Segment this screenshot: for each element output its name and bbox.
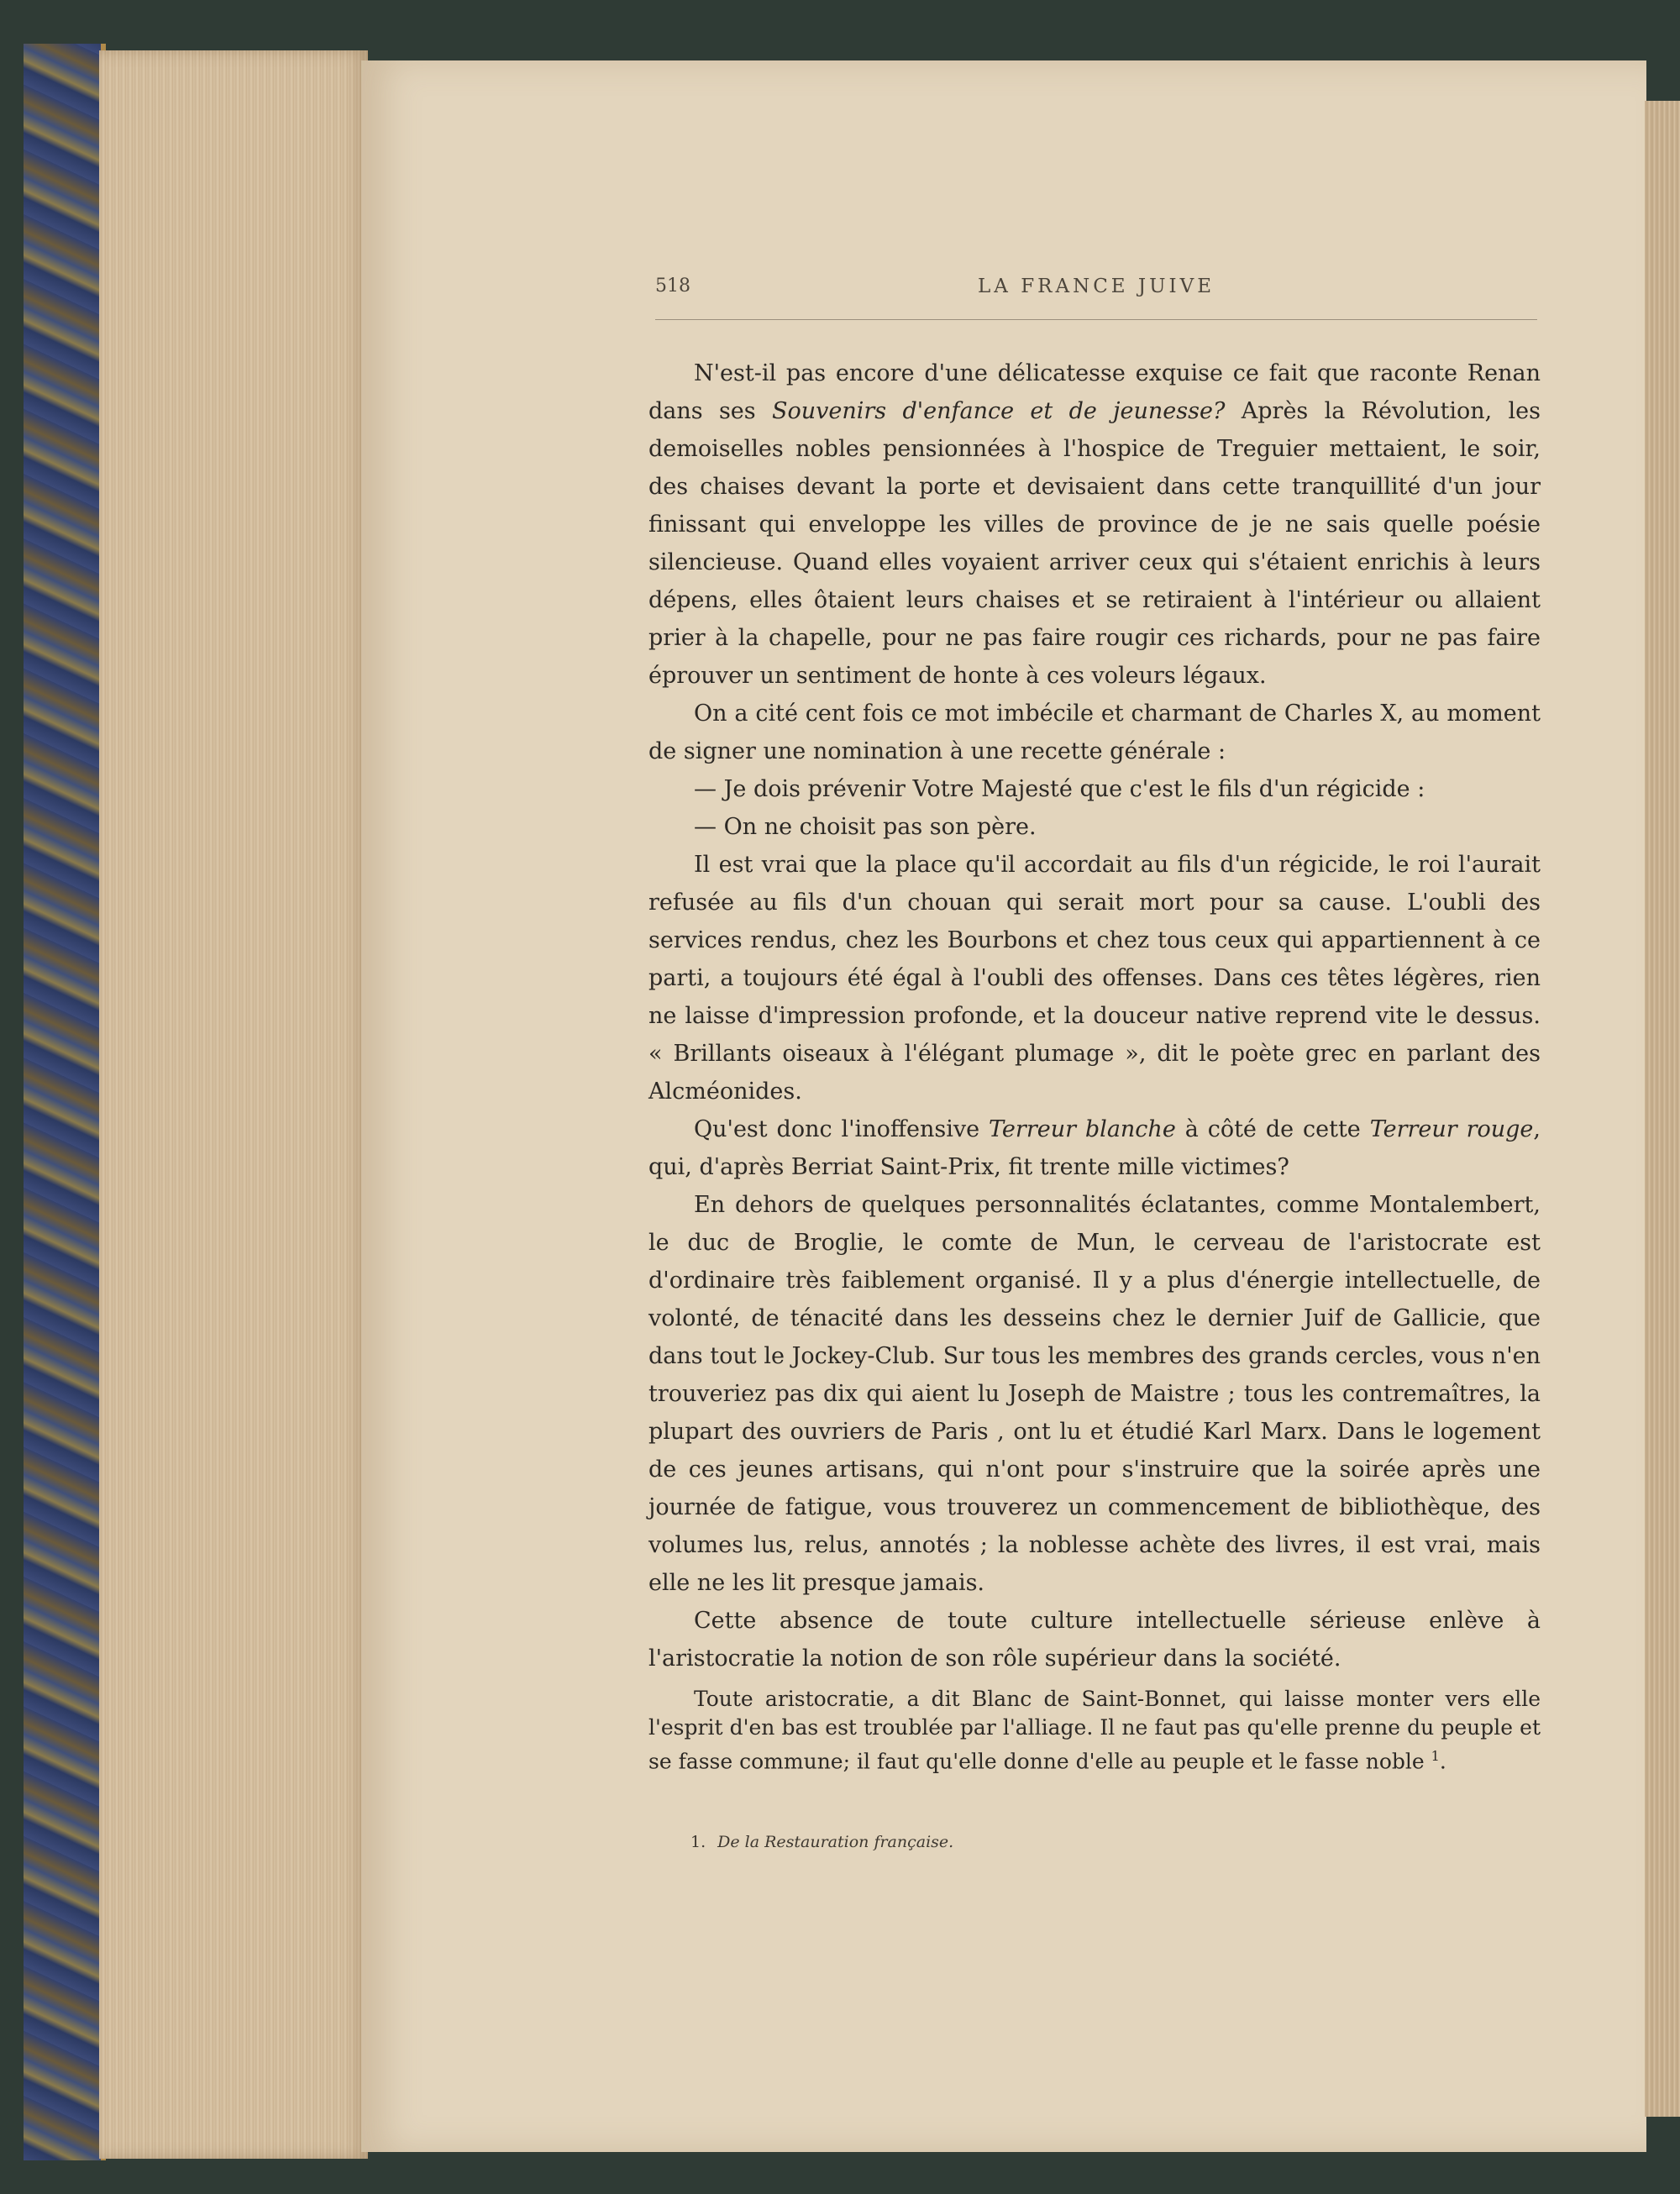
header-rule — [655, 319, 1537, 320]
footnote — [690, 1833, 1530, 1851]
page-edges — [99, 50, 368, 2159]
dialog-line-1: — Je dois prévenir Votre Majesté que c'est le fils d'un régicide : — [694, 776, 1425, 802]
paragraph-renan: N'est-il pas encore d'une délicatesse exquise ce fait que raconte Renan dans ses Souvenirs d'enfance et de jeunesse? Après la Révolution, les demoiselles nobles pensionnées à l'hospice de Treguier mettaient, le soir, des chaises devant la porte et devisaient dans cette tranquillité d'un jour finissant qui enveloppe les villes de province de je ne sais quelle poésie silencieuse. Quand elles voyaient arriver ceux qui s'étaient enrichis à leurs dépens, elles ôtaient leurs chaises et se retiraient à l'intérieur ou allaient prier à la chapelle, pour ne pas faire rougir ces richards, pour ne pas faire éprouver un sentiment de honte à ces voleurs légaux. — [648, 360, 1541, 689]
page-header — [655, 276, 1537, 309]
footnote-marker: 1 — [1431, 1748, 1440, 1764]
quote-text: Toute aristocratie, a dit Blanc de Saint-Bonnet, qui laisse monter vers elle l'esprit d'en bas est troublée par l'alliage. Il ne faut pas qu'elle prenne du peuple et se fasse commune; il faut qu'elle donne d'elle au peuple et le fasse noble $^1$. — [648, 1687, 1541, 1774]
paragraph-charles-x: On a cité cent fois ce mot imbécile et charmant de Charles X, au moment de signer une nomination à une recette générale : — [648, 701, 1541, 764]
footnote-title: De la Restauration française. — [717, 1833, 954, 1851]
page-number: 518 — [655, 276, 690, 297]
block-quote — [648, 1685, 1541, 1776]
footnote-number: 1. — [690, 1833, 706, 1851]
dialog-line-2: — On ne choisit pas son père. — [694, 814, 1037, 840]
paragraph-terreur: Qu'est donc l'inoffensive Terreur blanche à côté de cette Terreur rouge, qui, d'après Berriat Saint-Prix, fit trente mille victimes? — [648, 1116, 1541, 1180]
running-title: LA FRANCE JUIVE — [978, 276, 1215, 297]
marbled-cover — [24, 44, 106, 2160]
main-text — [648, 354, 1541, 1677]
paragraph-culture: Cette absence de toute culture intellectuelle sérieuse enlève à l'aristocratie la notion de son rôle supérieur dans la société. — [648, 1608, 1541, 1672]
paragraph-bourbons: Il est vrai que la place qu'il accordait au fils d'un régicide, le roi l'aurait refusée au fils d'un chouan qui serait mort pour sa cause. L'oubli des services rendus, chez les Bourbons et chez tous ceux qui appartiennent à ce parti, a toujours été égal à l'oubli des offenses. Dans ces têtes légères, rien ne laisse d'impression profonde, et la douceur native reprend vite le dessus. « Brillants oiseaux à l'élégant plumage », dit le poète grec en parlant des Alcméonides. — [648, 852, 1541, 1105]
right-page-edges — [1645, 101, 1680, 2117]
paragraph-aristocrate: En dehors de quelques personnalités éclatantes, comme Montalembert, le duc de Broglie, le comte de Mun, le cerveau de l'aristocrate est d'ordinaire très faiblement organisé. Il y a plus d'énergie intellectuelle, de volonté, de ténacité dans les desseins chez le dernier Juif de Gallicie, que dans tout le Jockey-Club. Sur tous les membres des grands cercles, vous n'en trouveriez pas dix qui aient lu Joseph de Maistre ; tous les contremaîtres, la plupart des ouvriers de Paris , ont lu et étudié Karl Marx. Dans le logement de ces jeunes artisans, qui n'ont pour s'instruire que la soirée après une journée de fatigue, vous trouverez un commencement de bibliothèque, des volumes lus, relus, annotés ; la noblesse achète des livres, il est vrai, mais elle ne les lit presque jamais. — [648, 1192, 1541, 1596]
